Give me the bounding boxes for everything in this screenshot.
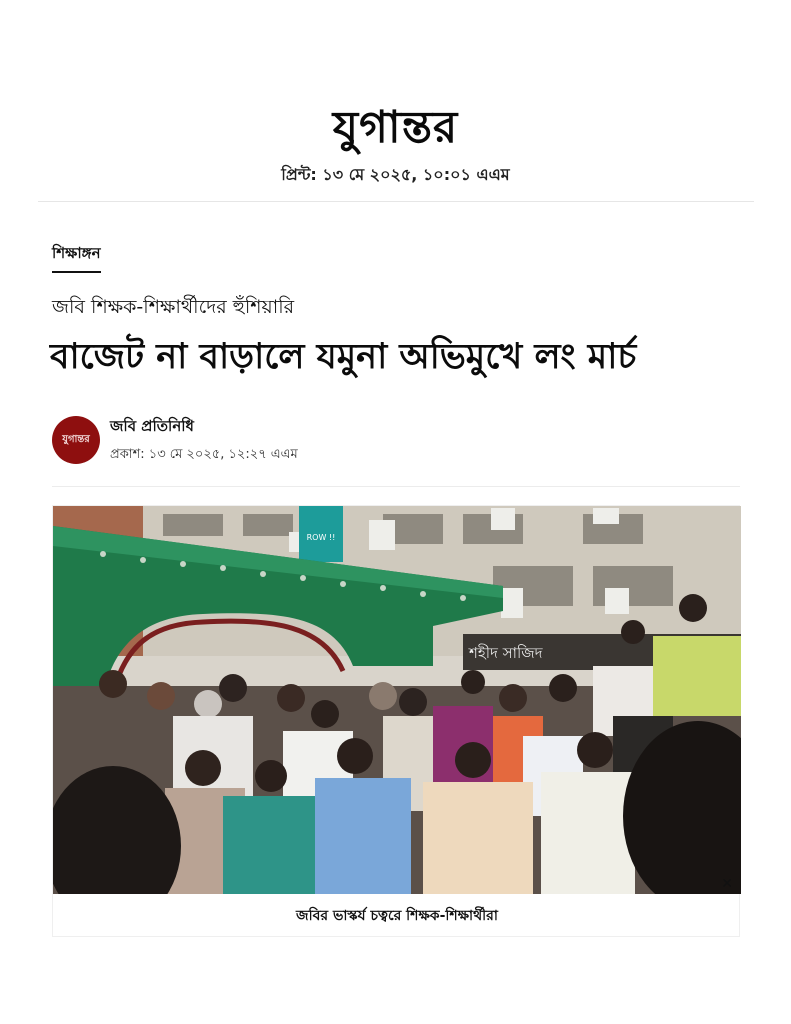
close-icon[interactable]: ✕ <box>721 876 733 892</box>
masthead <box>0 100 791 189</box>
lead-figure <box>52 505 740 937</box>
author-name[interactable]: জবি প্রতিনিধি <box>110 416 194 435</box>
byline <box>52 412 298 468</box>
lead-photo <box>53 506 741 894</box>
headline-shoulder: জবি শিক্ষক-শিক্ষার্থীদের হুঁশিয়ারি <box>52 296 295 318</box>
avatar <box>52 416 100 464</box>
photo-banner-text: ROW !! <box>306 533 336 542</box>
page-title: বাজেট না বাড়ালে যমুনা অভিমুখে লং মার্চ <box>50 337 637 377</box>
category-label[interactable]: শিক্ষাঙ্গন <box>52 242 101 273</box>
site-logo[interactable]: যুগান্তর <box>332 102 459 153</box>
photo-caption: জবির ভাস্কর্য চত্বরে শিক্ষক-শিক্ষার্থীরা <box>296 908 498 924</box>
publish-timestamp: প্রকাশ: ১৩ মে ২০২৫, ১২:২৭ এএম <box>110 446 298 462</box>
photo-sign-text: শহীদ সাজিদ <box>469 644 543 662</box>
avatar-logo-text: যুগান্তর <box>62 433 90 445</box>
header-divider <box>38 201 754 202</box>
byline-divider <box>52 486 740 487</box>
print-timestamp: প্রিন্ট: ১৩ মে ২০২৫, ১০:০১ এএম <box>281 165 510 184</box>
